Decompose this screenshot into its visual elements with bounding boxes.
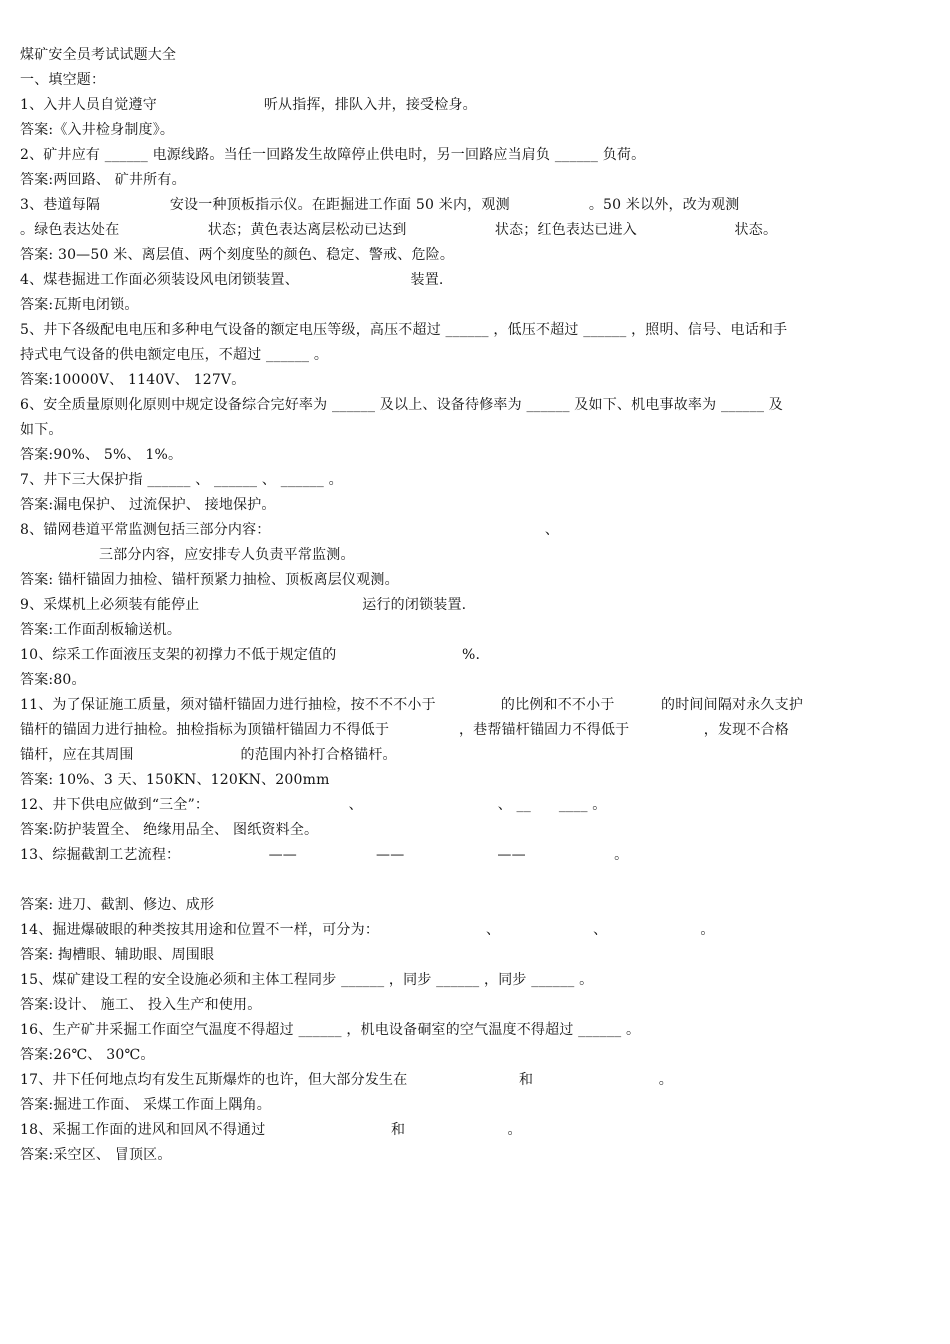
answer-line: 答案:采空区、 冒顶区。 xyxy=(20,1147,172,1163)
document-title: 煤矿安全员考试试题大全 xyxy=(20,47,177,63)
answer-line: 答案:26℃、 30℃。 xyxy=(20,1047,155,1063)
question-line: 4、煤巷掘进工作面必须装设风电闭锁装置、 装置. xyxy=(20,272,444,288)
question-line: 7、井下三大保护指 ______ 、 ______ 、 ______ 。 xyxy=(20,472,343,488)
answer-line: 答案: 10%、3 天、150KN、120KN、200mm xyxy=(20,772,330,788)
question-line: 15、煤矿建设工程的安全设施必须和主体工程同步 ______ ，同步 ______ ，同步 ______ 。 xyxy=(20,972,594,988)
answer-line: 答案:《入井检身制度》。 xyxy=(20,122,175,138)
answer-line: 答案:10000V、 1140V、 127V。 xyxy=(20,372,246,388)
answer-line: 答案:80。 xyxy=(20,672,86,688)
answer-line: 答案: 锚杆锚固力抽检、锚杆预紧力抽检、顶板离层仪观测。 xyxy=(20,572,399,588)
question-line: 13、综掘截割工艺流程： —— —— —— 。 xyxy=(20,847,629,863)
answer-line: 答案:瓦斯电闭锁。 xyxy=(20,297,139,313)
question-line: 。绿色表达处在 状态；黄色表达离层松动已达到 状态；红色表达已进入 状态。 xyxy=(20,222,778,238)
answer-line: 答案:掘进工作面、 采煤工作面上隅角。 xyxy=(20,1097,271,1113)
question-line: 如下。 xyxy=(20,422,63,438)
question-line: 14、掘进爆破眼的种类按其用途和位置不一样，可分为： 、 、 。 xyxy=(20,922,715,938)
question-line: 12、井下供电应做到“三全”： 、 、 __ ____ 。 xyxy=(20,797,607,813)
question-line: 3、巷道每隔 安设一种顶板指示仪。在距掘进工作面 50 米内，观测 。50 米以外，改为观测 xyxy=(20,197,740,213)
answer-line: 答案:工作面刮板输送机。 xyxy=(20,622,182,638)
question-line: 8、锚网巷道平常监测包括三部分内容： 、 xyxy=(20,522,560,538)
answer-line: 答案: 进刀、截割、修边、成形 xyxy=(20,897,215,913)
question-line: 三部分内容，应安排专人负责平常监测。 xyxy=(20,547,355,563)
question-line: 10、综采工作面液压支架的初撑力不低于规定值的 %. xyxy=(20,647,481,663)
answer-line: 答案:两回路、 矿井所有。 xyxy=(20,172,186,188)
answer-line: 答案:设计、 施工、 投入生产和使用。 xyxy=(20,997,262,1013)
question-line: 17、井下任何地点均有发生瓦斯爆炸的也许，但大部分发生在 和 。 xyxy=(20,1072,673,1088)
question-line: 锚杆的锚固力进行抽检。抽检指标为顶锚杆锚固力不得低于 ，巷帮锚杆锚固力不得低于 ，发现不合格 xyxy=(20,722,789,738)
question-line: 6、安全质量原则化原则中规定设备综合完好率为 ______ 及以上、设备待修率为 ______ 及如下、机电事故率为 ______ 及 xyxy=(20,397,784,413)
answer-line: 答案:90%、 5%、 1%。 xyxy=(20,447,183,463)
question-line: 16、生产矿井采掘工作面空气温度不得超过 ______ ，机电设备硐室的空气温度不得超过 ______ 。 xyxy=(20,1022,641,1038)
section-heading: 一、填空题： xyxy=(20,72,106,88)
question-line: 2、矿井应有 ______ 电源线路。当任一回路发生故障停止供电时，另一回路应当肩负 ______ 负荷。 xyxy=(20,147,646,163)
answer-line: 答案: 掏槽眼、辅助眼、周围眼 xyxy=(20,947,215,963)
answer-line: 答案:漏电保护、 过流保护、 接地保护。 xyxy=(20,497,276,513)
question-line: 1、入井人员自觉遵守 听从指挥，排队入井，接受检身。 xyxy=(20,97,477,113)
question-line: 持式电气设备的供电额定电压，不超过 ______ 。 xyxy=(20,347,329,363)
answer-line: 答案:防护装置全、 绝缘用品全、 图纸资料全。 xyxy=(20,822,319,838)
question-line: 11、为了保证施工质量，须对锚杆锚固力进行抽检，按不不不小于 的比例和不不小于 的时间间隔对永久支护 xyxy=(20,697,804,713)
question-line: 锚杆，应在其周围 的范围内补打合格锚杆。 xyxy=(20,747,397,763)
question-line: 9、采煤机上必须装有能停止 运行的闭锁装置. xyxy=(20,597,467,613)
answer-line: 答案: 30—50 米、离层值、两个刻度坠的颜色、稳定、警戒、危险。 xyxy=(20,247,455,263)
question-line: 5、井下各级配电电压和多种电气设备的额定电压等级，高压不超过 ______ ，低压不超过 ______ ，照明、信号、电话和手 xyxy=(20,322,788,338)
question-line: 18、采掘工作面的进风和回风不得通过 和 。 xyxy=(20,1122,522,1138)
